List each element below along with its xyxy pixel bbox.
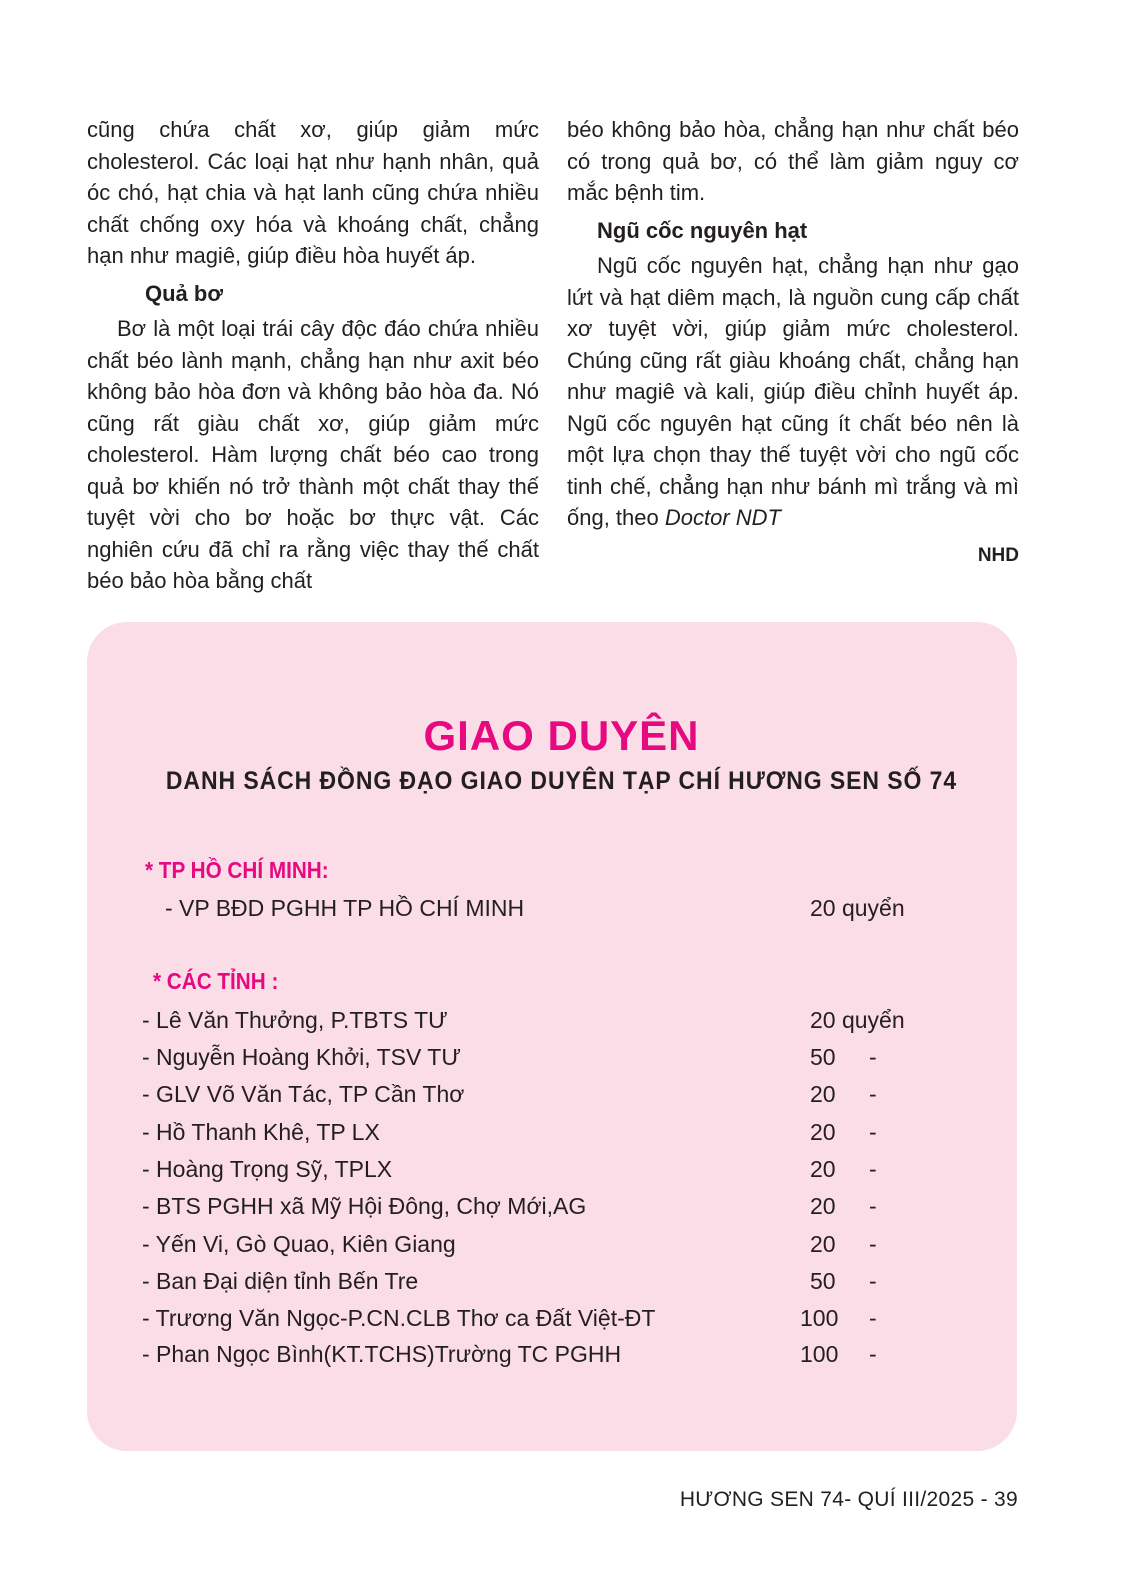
paragraph-text: Ngũ cốc nguyên hạt, chẳng hạn như gạo lứt và hạt diêm mạch, là nguồn cung cấp chất xơ tuyệt vời, giúp giảm mức cholesterol. Chúng cũng rất giàu khoáng chất, chẳng hạn như magiê và kali, giúp điều chỉnh huyết áp. Ngũ cốc nguyên hạt cũng ít chất béo nên là một lựa chọn thay thế tuyệt vời cho ngũ cốc tinh chế, chẳng hạn như bánh mì trắng và mì ống, theo: [567, 253, 1019, 530]
list-item: [142, 1341, 902, 1375]
source-citation: Doctor NDT: [664, 505, 781, 530]
recipient-name: - Yến Vi, Gò Quao, Kiên Giang: [142, 1231, 456, 1257]
recipient-name: - Hoàng Trọng Sỹ, TPLX: [142, 1156, 393, 1182]
recipient-quantity: 50: [810, 1044, 836, 1070]
list-item: [142, 1044, 902, 1078]
ditto-mark: -: [869, 1341, 877, 1367]
paragraph: béo không bảo hòa, chẳng hạn như chất béo có trong quả bơ, có thể làm giảm nguy cơ mắc bệnh tim.: [567, 117, 1019, 205]
recipient-name: - VP BĐD PGHH TP HỒ CHÍ MINH: [165, 895, 525, 921]
recipient-name: - GLV Võ Văn Tác, TP Cần Thơ: [142, 1081, 465, 1107]
ditto-mark: -: [869, 1156, 877, 1182]
list-item: [142, 1119, 902, 1153]
recipient-name: - Hồ Thanh Khê, TP LX: [142, 1119, 380, 1145]
list-item: [142, 1268, 902, 1302]
recipient-quantity: 20 quyển: [810, 895, 905, 921]
recipient-quantity: 20: [810, 1156, 836, 1182]
list-item: [142, 1007, 905, 1041]
recipient-quantity: 20: [810, 1231, 836, 1257]
ditto-mark: -: [869, 1268, 877, 1294]
paragraph: cũng chứa chất xơ, giúp giảm mức cholesterol. Các loại hạt như hạnh nhân, quả óc chó, hạt chia và hạt lanh cũng chứa nhiều chất chống oxy hóa và khoáng chất, chẳng hạn như magiê, giúp điều hòa huyết áp.: [87, 117, 539, 268]
ditto-mark: -: [869, 1044, 877, 1070]
ditto-mark: -: [869, 1119, 877, 1145]
recipient-quantity: 100: [800, 1305, 839, 1331]
ditto-mark: -: [869, 1081, 877, 1107]
recipient-quantity: 20: [810, 1193, 836, 1219]
page-footer: HƯƠNG SEN 74- QUÍ III/2025 - 39: [679, 1488, 1018, 1511]
author-signature: NHD: [977, 544, 1019, 566]
section-heading-provinces: * CÁC TỈNH :: [153, 968, 279, 994]
recipient-name: - Trương Văn Ngọc-P.CN.CLB Thơ ca Đất Việt-ĐT: [142, 1305, 656, 1331]
list-item: [142, 1081, 902, 1115]
list-item: [142, 1231, 902, 1265]
ditto-mark: -: [869, 1305, 877, 1331]
paragraph: [567, 250, 1019, 534]
panel-title: GIAO DUYÊN: [423, 712, 700, 759]
list-item: [142, 1193, 902, 1227]
panel-subtitle: DANH SÁCH ĐỒNG ĐẠO GIAO DUYÊN TẠP CHÍ HƯƠNG SEN SỐ 74: [165, 767, 958, 795]
recipient-name: - Ban Đại diện tỉnh Bến Tre: [142, 1268, 419, 1294]
recipient-name: - BTS PGHH xã Mỹ Hội Đông, Chợ Mới,AG: [142, 1193, 587, 1219]
list-item: [142, 1156, 902, 1190]
recipient-quantity: 50: [810, 1268, 836, 1294]
recipient-quantity: 20: [810, 1119, 836, 1145]
section-heading: Ngũ cốc nguyên hạt: [597, 217, 808, 243]
recipient-name: - Lê Văn Thưởng, P.TBTS TƯ: [142, 1007, 448, 1033]
article-right-column: [567, 114, 1019, 571]
recipient-quantity: 20 quyển: [810, 1007, 905, 1033]
article-left-column: [87, 114, 539, 597]
list-item: [142, 1305, 902, 1339]
recipient-name: - Phan Ngọc Bình(KT.TCHS)Trường TC PGHH: [142, 1341, 622, 1367]
section-heading-hcm: * TP HỒ CHÍ MINH:: [145, 857, 329, 883]
recipient-name: - Nguyễn Hoàng Khởi, TSV TƯ: [142, 1044, 461, 1070]
list-item: [165, 895, 925, 929]
section-heading: Quả bơ: [145, 280, 223, 306]
paragraph: Bơ là một loại trái cây độc đáo chứa nhiều chất béo lành mạnh, chẳng hạn như axit béo không bảo hòa đơn và không bảo hòa đa. Nó cũng rất giàu chất xơ, giúp giảm mức cholesterol. Hàm lượng chất béo cao trong quả bơ khiến nó trở thành một chất thay thế tuyệt vời cho bơ hoặc bơ thực vật. Các nghiên cứu đã chỉ ra rằng việc thay thế chất béo bảo hòa bằng chất: [87, 316, 539, 593]
ditto-mark: -: [869, 1231, 877, 1257]
ditto-mark: -: [869, 1193, 877, 1219]
recipient-quantity: 100: [800, 1341, 839, 1367]
recipient-quantity: 20: [810, 1081, 836, 1107]
